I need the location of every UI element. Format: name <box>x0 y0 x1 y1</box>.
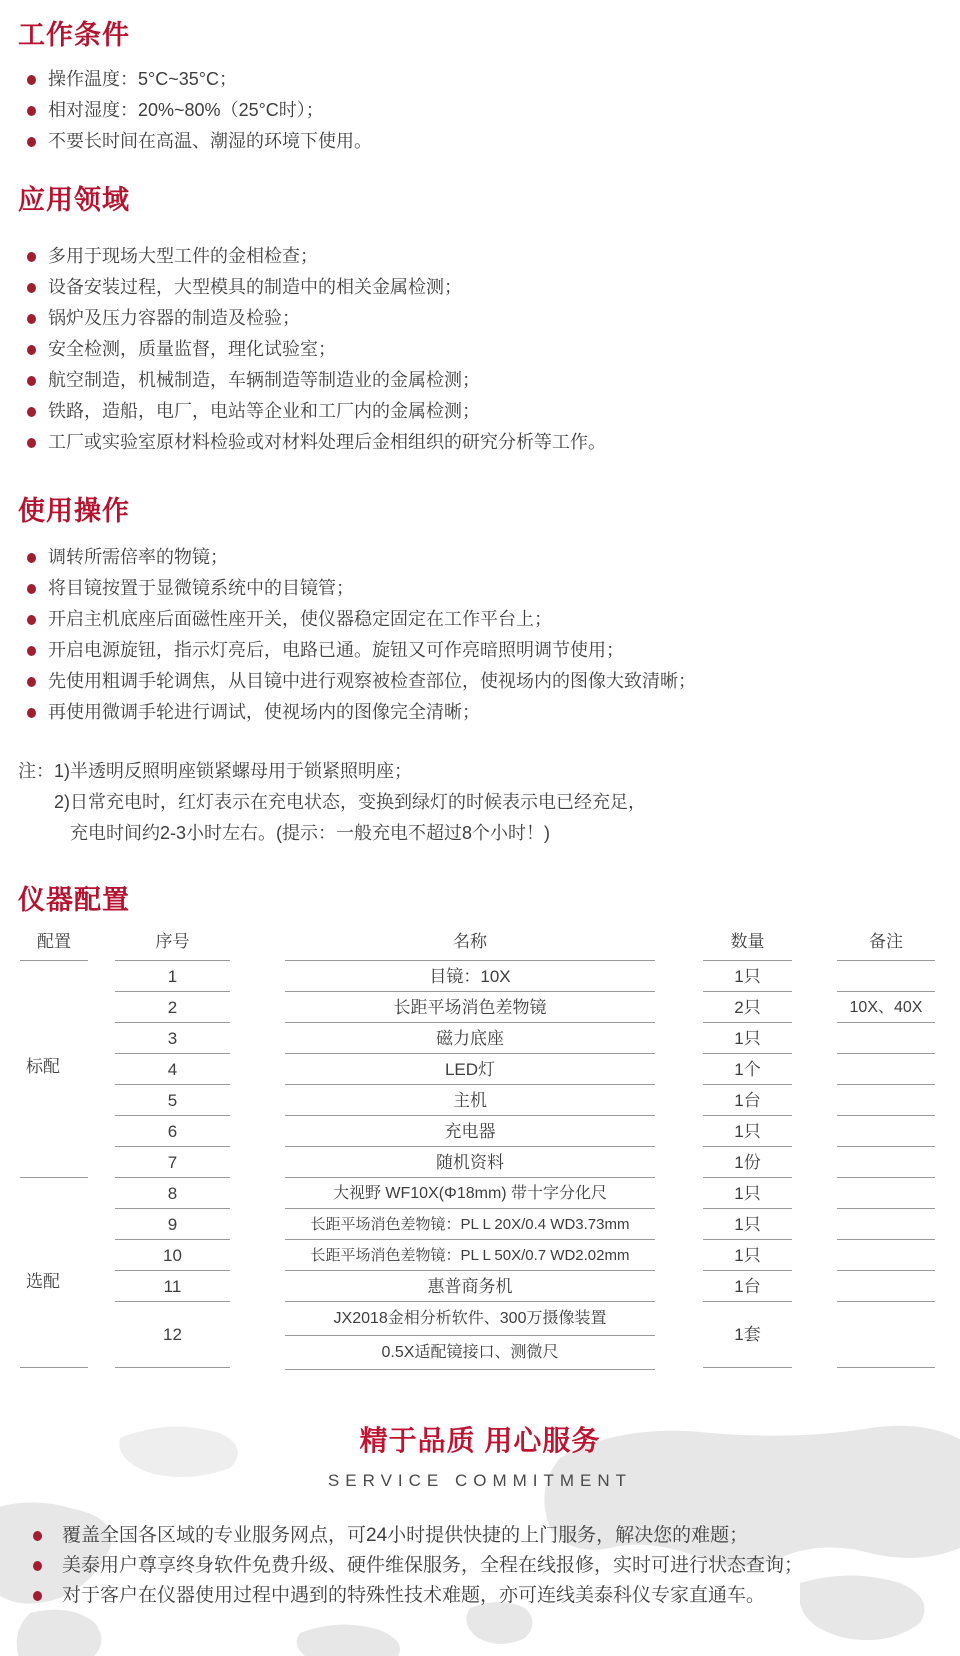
bullet-icon <box>27 438 36 448</box>
notes-line-3: 充电时间约2-3小时左右。(提示：一般充电不超过8个小时！) <box>70 823 551 843</box>
list-item-text: 对于客户在仪器使用过程中遇到的特殊性技术难题，亦可连线美泰科仪专家直通车。 <box>62 1585 766 1606</box>
bullet-icon <box>27 584 36 594</box>
section-operation <box>0 496 960 728</box>
section-applications <box>0 185 960 458</box>
bullet-icon <box>27 314 36 324</box>
cell-remark <box>837 1147 935 1178</box>
list-item <box>0 1521 960 1551</box>
bullet-icon <box>27 376 36 386</box>
list-item <box>0 95 960 126</box>
table-row <box>0 1147 960 1178</box>
list-item-text: 调转所需倍率的物镜； <box>48 547 228 567</box>
cell-name: 惠普商务机 <box>285 1271 655 1302</box>
service-title: 精于品质 用心服务 <box>359 1425 601 1456</box>
header-cell-remark: 备注 <box>837 927 935 961</box>
list-item <box>0 1581 960 1611</box>
bullet-icon <box>27 407 36 417</box>
notes-block <box>0 756 960 849</box>
bullet-icon <box>27 553 36 563</box>
list-item-text: 工厂或实验室原材料检验或对材料处理后金相组织的研究分析等工作。 <box>48 432 606 452</box>
header-cell-qty: 数量 <box>703 927 792 961</box>
cell-name: LED灯 <box>285 1054 655 1085</box>
cell-remark <box>837 1085 935 1116</box>
list-item-text: 再使用微调手轮进行调试，使视场内的图像完全清晰； <box>48 702 480 722</box>
cell-index: 12 <box>115 1302 230 1368</box>
list-item <box>0 126 960 157</box>
cell-qty: 1只 <box>703 1178 792 1209</box>
header-cell-config: 配置 <box>20 927 88 961</box>
bullet-icon <box>27 75 36 85</box>
bullet-icon <box>27 283 36 293</box>
notes-line-2: 2)日常充电时，红灯表示在充电状态，变换到绿灯的时候表示电已经充足， <box>54 792 647 812</box>
notes-line-1: 注：1)半透明反照明座锁紧螺母用于锁紧照明座； <box>18 761 413 781</box>
cell-remark <box>837 1054 935 1085</box>
cell-name: 大视野 WF10X(Φ18mm) 带十字分化尺 <box>285 1178 655 1209</box>
list-item-text: 先使用粗调手轮调焦，从目镜中进行观察被检查部位，使视场内的图像大致清晰； <box>48 671 696 691</box>
cell-qty: 1套 <box>703 1302 792 1368</box>
cell-index: 10 <box>115 1240 230 1271</box>
bullet-icon <box>27 615 36 625</box>
list-item <box>0 573 960 604</box>
table-row <box>0 1240 960 1271</box>
cell-index: 3 <box>115 1023 230 1054</box>
bullet-icon <box>27 137 36 147</box>
list-item <box>0 635 960 666</box>
group-label-standard: 标配 <box>26 1057 60 1076</box>
bullet-icon <box>33 1591 42 1601</box>
cell-qty: 2只 <box>703 992 792 1023</box>
cell-name: 长距平场消色差物镜：PL L 20X/0.4 WD3.73mm <box>285 1209 655 1240</box>
list-item-text: 操作温度：5°C~35°C； <box>48 69 237 89</box>
cell-remark <box>837 1240 935 1271</box>
section-working-conditions <box>0 20 960 157</box>
cell-name: 充电器 <box>285 1116 655 1147</box>
working-conditions-list <box>0 64 960 157</box>
list-item-text: 将目镜按置于显微镜系统中的目镜管； <box>48 578 354 598</box>
list-item <box>0 365 960 396</box>
cell-name <box>285 1302 655 1368</box>
list-item <box>0 64 960 95</box>
cell-name-line-1: JX2018金相分析软件、300万摄像装置 <box>285 1302 655 1336</box>
table-row <box>0 1271 960 1302</box>
cell-qty: 1只 <box>703 961 792 992</box>
applications-list <box>0 241 960 458</box>
list-item-text: 开启主机底座后面磁性座开关，使仪器稳定固定在工作平台上； <box>48 609 552 629</box>
cell-remark <box>837 961 935 992</box>
cell-name: 长距平场消色差物镜 <box>285 992 655 1023</box>
cell-index: 8 <box>115 1178 230 1209</box>
list-item-text: 美泰用户尊享终身软件免费升级、硬件维保服务，全程在线报修，实时可进行状态查询； <box>62 1555 804 1576</box>
bullet-icon <box>27 646 36 656</box>
bullet-icon <box>27 345 36 355</box>
section-title-working-conditions: 工作条件 <box>18 20 130 50</box>
configuration-table <box>0 927 960 1368</box>
table-row <box>0 961 960 992</box>
cell-name: 随机资料 <box>285 1147 655 1178</box>
table-row <box>0 1302 960 1368</box>
list-item-text: 多用于现场大型工件的金相检查； <box>48 246 318 266</box>
section-configuration <box>0 885 960 1368</box>
operation-list <box>0 542 960 728</box>
list-item-text: 铁路，造船，电厂，电站等企业和工厂内的金属检测； <box>48 401 480 421</box>
table-row <box>0 1178 960 1209</box>
cell-remark <box>837 1178 935 1209</box>
cell-qty: 1只 <box>703 1023 792 1054</box>
service-subtitle: SERVICE COMMITMENT <box>327 1471 633 1490</box>
service-section <box>0 1398 960 1656</box>
list-item-text: 开启电源旋钮，指示灯亮后，电路已通。旋钮又可作亮暗照明调节使用； <box>48 640 624 660</box>
cell-index: 4 <box>115 1054 230 1085</box>
cell-qty: 1个 <box>703 1054 792 1085</box>
table-row <box>0 1209 960 1240</box>
list-item-text: 航空制造，机械制造，车辆制造等制造业的金属检测； <box>48 370 480 390</box>
cell-qty: 1台 <box>703 1085 792 1116</box>
bullet-icon <box>27 106 36 116</box>
cell-qty: 1台 <box>703 1271 792 1302</box>
cell-qty: 1份 <box>703 1147 792 1178</box>
cell-remark <box>837 1302 935 1368</box>
cell-name: 主机 <box>285 1085 655 1116</box>
group-label-optional: 选配 <box>26 1272 60 1291</box>
service-list <box>0 1521 960 1611</box>
list-item <box>0 272 960 303</box>
list-item-text: 锅炉及压力容器的制造及检验； <box>48 308 300 328</box>
bullet-icon <box>27 677 36 687</box>
list-item <box>0 697 960 728</box>
list-item <box>0 396 960 427</box>
list-item <box>0 241 960 272</box>
table-row <box>0 1054 960 1085</box>
list-item-text: 设备安装过程，大型模具的制造中的相关金属检测； <box>48 277 462 297</box>
list-item <box>0 604 960 635</box>
table-row <box>0 992 960 1023</box>
list-item <box>0 1551 960 1581</box>
cell-remark <box>837 1271 935 1302</box>
cell-index: 7 <box>115 1147 230 1178</box>
cell-remark <box>837 1209 935 1240</box>
cell-remark <box>837 1023 935 1054</box>
list-item <box>0 427 960 458</box>
cell-index: 11 <box>115 1271 230 1302</box>
bullet-icon <box>27 252 36 262</box>
list-item <box>0 666 960 697</box>
section-title-applications: 应用领域 <box>18 185 130 215</box>
section-title-configuration: 仪器配置 <box>18 885 130 915</box>
section-title-operation: 使用操作 <box>18 496 130 526</box>
table-row <box>0 1116 960 1147</box>
cell-name: 磁力底座 <box>285 1023 655 1054</box>
header-cell-name: 名称 <box>285 927 655 961</box>
service-content <box>0 1424 960 1611</box>
cell-qty: 1只 <box>703 1240 792 1271</box>
cell-qty: 1只 <box>703 1116 792 1147</box>
cell-remark: 10X、40X <box>837 992 935 1023</box>
bullet-icon <box>33 1561 42 1571</box>
list-item <box>0 542 960 573</box>
list-item <box>0 334 960 365</box>
header-cell-index: 序号 <box>115 927 230 961</box>
table-header-row <box>0 927 960 961</box>
table-row <box>0 1023 960 1054</box>
list-item <box>0 303 960 334</box>
cell-name: 目镜：10X <box>285 961 655 992</box>
bullet-icon <box>27 708 36 718</box>
cell-index: 9 <box>115 1209 230 1240</box>
cell-name: 长距平场消色差物镜：PL L 50X/0.7 WD2.02mm <box>285 1240 655 1271</box>
cell-index: 1 <box>115 961 230 992</box>
cell-index: 5 <box>115 1085 230 1116</box>
bullet-icon <box>33 1531 42 1541</box>
cell-qty: 1只 <box>703 1209 792 1240</box>
list-item-text: 不要长时间在高温、潮湿的环境下使用。 <box>48 131 372 151</box>
list-item-text: 覆盖全国各区域的专业服务网点，可24小时提供快捷的上门服务，解决您的难题； <box>62 1525 749 1546</box>
cell-index: 6 <box>115 1116 230 1147</box>
cell-name-line-2: 0.5X适配镜接口、测微尺 <box>285 1336 655 1370</box>
table-row <box>0 1085 960 1116</box>
list-item-text: 安全检测，质量监督，理化试验室； <box>48 339 336 359</box>
cell-remark <box>837 1116 935 1147</box>
cell-index: 2 <box>115 992 230 1023</box>
list-item-text: 相对湿度：20%~80%（25°C时）； <box>48 100 324 120</box>
